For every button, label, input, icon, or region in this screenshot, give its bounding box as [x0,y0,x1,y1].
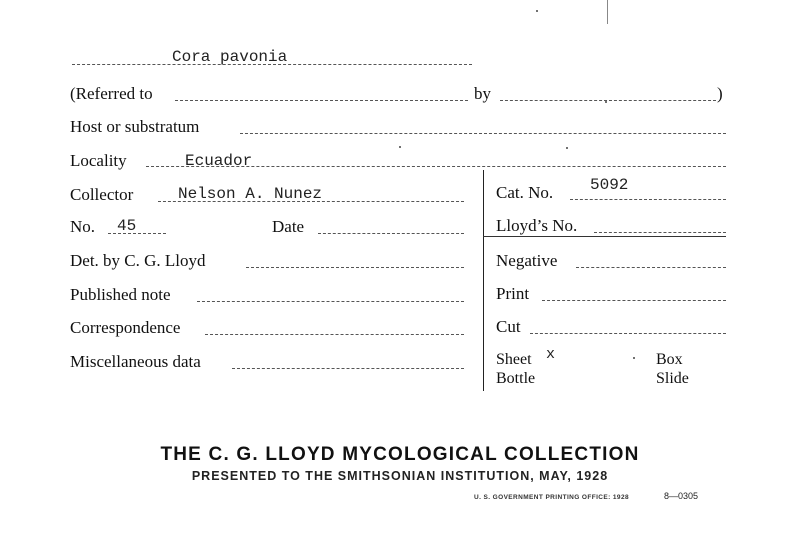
det-label: Det. by C. G. Lloyd [70,251,206,270]
referred-label: (Referred to [70,84,153,103]
host-line [240,133,726,134]
referred-line [175,100,468,101]
lloyd-label: Lloyd’s No. [496,216,578,235]
negative-line [576,267,726,268]
cat-value: 5092 [590,176,629,194]
negative-label: Negative [496,251,558,270]
cat-line [570,199,726,200]
host-label: Host or substratum [70,117,200,136]
by-line [500,100,716,101]
specimen-name: Cora pavonia [172,48,288,66]
scan-speck [566,147,568,149]
slide-label: Slide [656,370,689,387]
misc-label: Miscellaneous data [70,352,201,371]
box-left-border [483,170,484,391]
collector-value: Nelson A. Nunez [178,185,323,203]
locality-label: Locality [70,151,127,170]
locality-value: Ecuador [185,152,253,170]
lloyd-line [594,232,726,233]
sheet-mark: x [546,346,556,363]
published-label: Published note [70,285,171,304]
date-label: Date [272,217,305,236]
scan-edge-mark [607,0,608,24]
no-label: No. [70,217,96,236]
collector-label: Collector [70,185,134,204]
date-line [318,233,464,234]
print-label: Print [496,284,530,303]
cat-label: Cat. No. [496,183,554,202]
print-line [542,300,726,301]
correspondence-line [205,334,464,335]
printer-imprint: U. S. GOVERNMENT PRINTING OFFICE: 1928 [474,494,629,501]
bottle-label: Bottle [496,370,536,387]
det-line [246,267,464,268]
close-paren: ) [717,84,723,103]
scan-speck [605,101,607,103]
box-label: Box [656,351,683,368]
sheet-label: Sheet [496,351,532,368]
by-label: by [474,84,491,103]
correspondence-label: Correspondence [70,318,181,337]
scan-speck [399,146,401,148]
collection-title: THE C. G. LLOYD MYCOLOGICAL COLLECTION [160,444,640,465]
scan-speck [536,10,538,12]
published-line [197,301,464,302]
box-divider [483,236,726,237]
form-number: 8—0305 [664,491,699,501]
misc-line [232,368,464,369]
collection-subtitle: PRESENTED TO THE SMITHSONIAN INSTITUTION, MAY, 1928 [191,469,609,483]
no-value: 45 [117,217,137,235]
cut-label: Cut [496,317,521,336]
scan-speck [633,357,635,359]
cut-line [530,333,726,334]
